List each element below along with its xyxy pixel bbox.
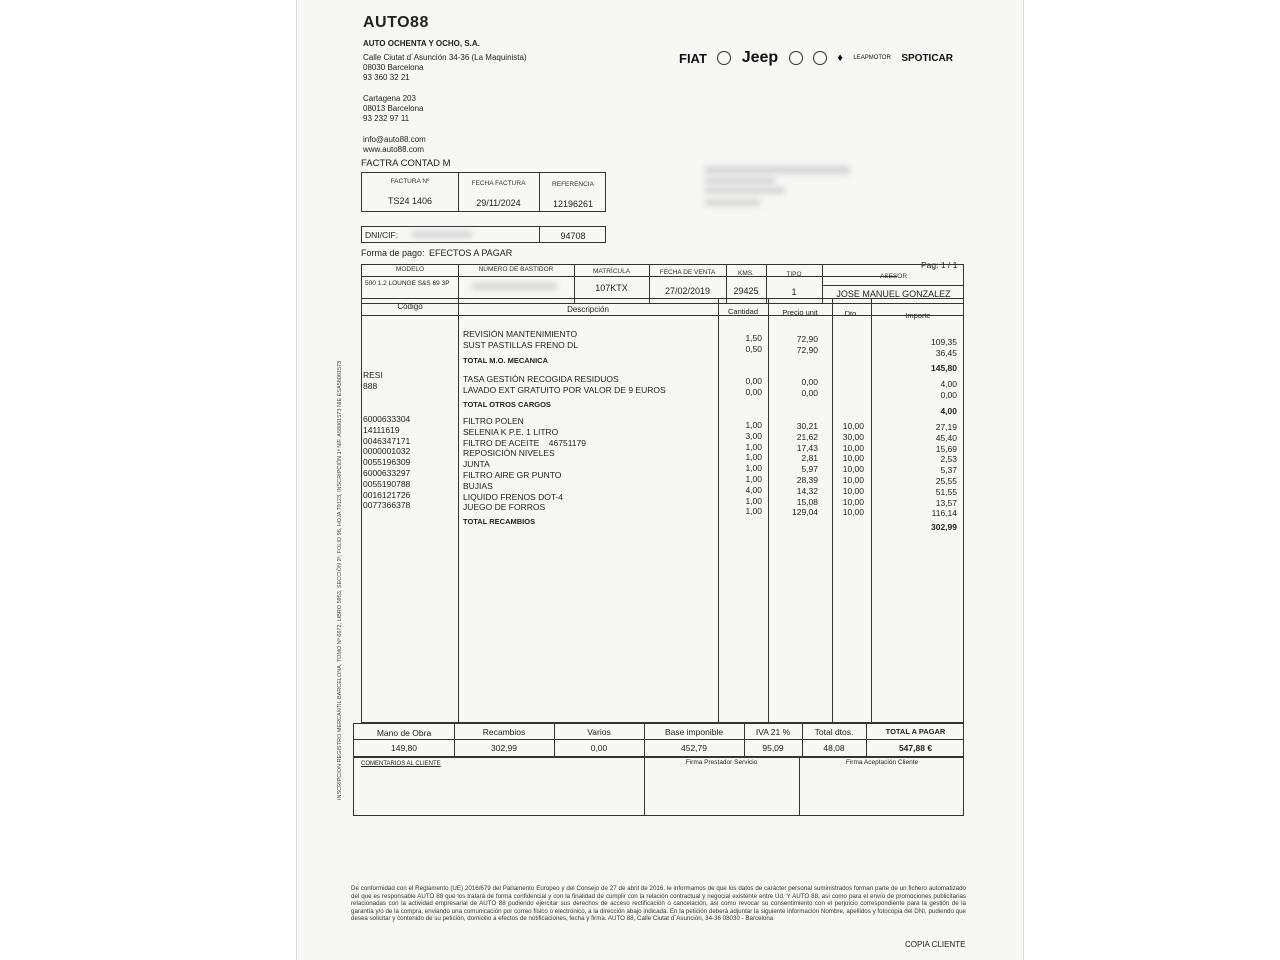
line-unit-price: 0,00 (801, 377, 818, 387)
invoice-number: TS24 1406 (387, 196, 433, 206)
line-description: BUJIAS (463, 480, 493, 491)
mo-quantities (717, 333, 762, 355)
line-unit-price: 30,21 (796, 421, 818, 431)
brand-fiat: FIAT (679, 50, 707, 66)
line-description: JUNTA (463, 459, 490, 470)
mo-amounts (897, 337, 957, 359)
line-quantity: 4,00 (745, 484, 762, 495)
address1-line2: 08030 Barcelona (363, 63, 424, 72)
recambios-discounts (819, 421, 864, 518)
line-discount: 10,00 (842, 453, 864, 464)
invoice-date-label: FECHA FACTURA (471, 180, 526, 187)
provider-signature-label: Firma Prestador Servicio (685, 759, 758, 766)
line-unit-price: 2,81 (801, 453, 818, 464)
address2-line1: Cartagena 203 (363, 94, 416, 103)
reference-label: REFERENCIA (552, 181, 594, 188)
line-quantity: 3,00 (745, 430, 762, 441)
line-amount: 5,37 (940, 465, 957, 476)
line-amount: 0,00 (940, 389, 957, 400)
line-unit-price: 72,90 (796, 344, 818, 355)
line-description: LAVADO EXT GRATUITO POR VALOR DE 9 EUROS (463, 384, 666, 395)
line-amount: 15,69 (935, 443, 957, 454)
line-unit-price: 5,97 (801, 464, 818, 475)
line-quantity: 1,00 (745, 441, 762, 452)
payment-method: EFECTOS A PAGAR (429, 248, 513, 258)
mo-descriptions (463, 329, 578, 351)
phone1: 93 360 32 21 (363, 73, 410, 82)
line-quantity: 0,00 (745, 386, 762, 397)
mo-total: 145,80 (931, 363, 957, 373)
address2-line2: 08013 Barcelona (363, 104, 424, 113)
line-amount: 51,55 (935, 486, 957, 497)
line-quantity: 0,50 (745, 343, 762, 354)
col-amount: Importe (905, 311, 931, 320)
line-unit-price: 72,90 (796, 334, 818, 344)
signature-box (353, 757, 964, 816)
vehicle-type: 1 (791, 287, 797, 297)
address1-line1: Calle Ciutat d´Asunción 34-36 (La Maquinista) (363, 53, 527, 62)
line-discount: 10,00 (842, 474, 864, 485)
vat-label: IVA 21 % (755, 727, 791, 737)
col-quantity: Cantidad (727, 307, 759, 316)
plate-label: MATRÍCULA (592, 268, 631, 275)
items-table (361, 298, 964, 723)
otros-descriptions (463, 374, 666, 396)
sale-date-label: FECHA DE VENTA (659, 269, 716, 276)
line-amount: 36,45 (935, 347, 957, 358)
line-unit-price: 14,32 (796, 485, 818, 496)
line-unit-price: 21,62 (796, 431, 818, 442)
labor-total: 149,80 (391, 743, 417, 753)
labor-label: Mano de Obra (376, 728, 432, 738)
line-code: RESI (363, 370, 383, 380)
line-amount: 2,53 (940, 454, 957, 465)
vin-label: NÚMERO DE BASTIDOR (478, 266, 554, 273)
line-description: SUST PASTILLAS FRENO DL (463, 339, 578, 350)
line-amount: 25,55 (935, 475, 957, 486)
line-amount: 45,40 (935, 432, 957, 443)
line-discount: 10,00 (842, 464, 864, 475)
line-code: 0055196309 (363, 457, 411, 468)
tax-base-label: Base imponible (664, 727, 724, 737)
otros-amounts (897, 379, 957, 401)
otros-quantities (717, 376, 762, 398)
recambios-codes (363, 414, 410, 511)
payment-method-label: Forma de pago: (361, 248, 425, 258)
company-name: AUTO OCHENTA Y OCHO, S.A. (363, 39, 480, 48)
line-unit-price: 15,08 (796, 496, 818, 507)
line-code: 0000001032 (363, 446, 411, 457)
parts-label: Recambios (482, 727, 526, 737)
line-description: FILTRO POLEN (463, 416, 524, 426)
line-code: 6000633297 (363, 467, 411, 478)
vehicle-model: 500 1.2 LOUNGE S&S 69 3P (365, 280, 450, 287)
document-type: FACTRA CONTAD M (361, 158, 451, 169)
page-number: Pag: 1 / 1 (921, 260, 958, 270)
brand-logos (679, 46, 953, 70)
line-unit-price: 129,04 (792, 507, 818, 518)
line-description: REVISIÓN MANTENIMIENTO (463, 329, 578, 339)
discounts-label: Total dtos. (814, 727, 854, 737)
company-web: www.auto88.com (363, 145, 424, 154)
line-description: FILTRO AIRE GR PUNTO (463, 469, 562, 480)
company-logo: AUTO88 (363, 14, 429, 31)
line-code: 888 (363, 380, 378, 391)
discounts-total: 48,08 (823, 743, 845, 753)
line-discount: 10,00 (842, 485, 864, 496)
customer-copy-label: COPIA CLIENTE (905, 940, 966, 949)
type-label: TIPO (786, 271, 802, 278)
line-code: 0046347171 (363, 435, 411, 446)
vehicle-sale-date: 27/02/2019 (664, 286, 711, 296)
otros-codes (363, 370, 383, 392)
line-description: TASA GESTIÓN RECOGIDA RESIDUOS (463, 374, 619, 384)
recambios-quantities (717, 420, 762, 517)
total-due-label: TOTAL A PAGAR (885, 727, 946, 736)
privacy-notice: De conformidad con el Reglamento (UE) 2016/679 del Parlamento Europeo y del Consejo de 27 de abril de 2016, le informamos de que los datos de carácter personal suministrados forman parte de un fichero automatizado del que es responsable AUTO 88 que los tratará de forma confidencial y con la finalidad de cumplir con la relación contractual y negocial existente entre Ud. Y AUTO 88, así como para el envío de promociones publicitarias relacionadas con la actividad empresarial de AUTO 88 pudiendo ejercitar sus derechos de acceso rectificación o cancelación, así como revocar su consentimiento con el perjuicio correspondiente para la gestión de la garantía y/o de la compra, enviando una comunicación por correo físico o electrónico, a la dirección abajo indicada. En la petición deberá adjuntar la siguiente información Nombre, apellidos y fotocopia del DNI, pudiendo que desea solicitar y contenido de su petición, domicilio a efectos de notificaciones, fecha y firma. AUTO 88, Calle Ciutat d´Asunción, 34-36 08030 - Barcelona (351, 885, 966, 923)
line-quantity: 1,00 (745, 420, 762, 430)
phone2: 93 232 97 11 (363, 114, 410, 123)
dni-label: DNI/CIF: (365, 230, 399, 240)
line-code: 0077366378 (363, 500, 411, 511)
col-code: Código (397, 302, 423, 311)
misc-total: 0,00 (590, 743, 608, 753)
line-quantity: 1,50 (745, 333, 762, 343)
line-code: 0055190788 (363, 478, 411, 489)
tax-base: 452,79 (681, 743, 707, 753)
recambios-prices (773, 421, 818, 518)
mo-prices (773, 334, 818, 356)
line-quantity: 1,00 (745, 473, 762, 484)
vat-amount: 95,09 (762, 743, 784, 753)
line-quantity: 0,00 (745, 376, 762, 386)
totals-box (353, 723, 964, 757)
reference: 12196261 (552, 199, 594, 209)
recambios-total-label: TOTAL RECAMBIOS (463, 517, 536, 526)
invoice-number-label: FACTURA Nº (390, 178, 430, 185)
dni-code: 94708 (560, 231, 586, 241)
abarth-logo-icon (717, 51, 731, 65)
total-due: 547,88 € (898, 743, 933, 753)
line-unit-price: 28,39 (796, 474, 818, 485)
vehicle-kms: 29425 (733, 286, 759, 296)
vehicle-advisor: JOSE MANUEL GONZALEZ (836, 289, 951, 299)
line-quantity: 1,00 (745, 495, 762, 506)
model-label: MODELO (395, 266, 425, 273)
advisor-label: ASESOR (879, 273, 908, 280)
line-description: FILTRO DE ACEITE 46751179 (463, 437, 586, 448)
line-description: LIQUIDO FRENOS DOT-4 (463, 491, 564, 502)
dni-box (361, 226, 606, 243)
invoice-date: 29/11/2024 (476, 198, 521, 208)
col-discount: Dto. (844, 309, 859, 318)
line-discount: 10,00 (842, 507, 864, 518)
ds-logo-icon: ♦ (837, 52, 843, 64)
customer-comments-label: COMENTARIOS AL CLIENTE (361, 761, 441, 767)
col-unit-price: Precio unit (782, 308, 818, 317)
vehicle-plate: 107KTX (595, 283, 628, 293)
company-email: info@auto88.com (363, 135, 426, 144)
line-discount: 10,00 (842, 442, 864, 453)
recambios-descriptions (463, 416, 586, 513)
line-amount: 116,14 (931, 508, 957, 519)
line-discount: 10,00 (842, 421, 864, 431)
line-amount: 4,00 (940, 379, 957, 389)
otros-total: 4,00 (940, 406, 957, 416)
opel-logo-icon (789, 51, 803, 65)
line-quantity: 1,00 (745, 452, 762, 463)
brand-jeep: Jeep (741, 49, 779, 66)
recambios-total: 302,99 (931, 522, 957, 532)
line-amount: 27,19 (935, 422, 957, 432)
line-description: SELENIA K P.E. 1 LITRO (463, 426, 559, 437)
col-description: Descripción (567, 305, 609, 314)
line-code: 0016121726 (363, 489, 411, 500)
kms-label: KMS. (738, 270, 754, 277)
registry-info: INSCRIPCION REGISTRO MERCANTIL BARCELONA, TOMO Nº 6672, LIBRO 5953, SECCIÓN 2ª, FOLIO 96, HOJA 79123, INSCRIPCIÓN 1ª NIF. A58061573 NIE ESA58061573 (337, 360, 343, 800)
otros-prices (773, 377, 818, 399)
brand-leapmotor: LEAPMOTOR (853, 55, 891, 61)
invoice-paper (296, 0, 1024, 960)
recambios-amounts (897, 422, 957, 519)
otros-total-label: TOTAL OTROS CARGOS (463, 400, 551, 409)
line-unit-price: 0,00 (801, 387, 818, 398)
line-amount: 109,35 (931, 337, 957, 347)
brand-spoticar: SPOTICAR (901, 52, 953, 64)
line-quantity: 1,00 (745, 506, 762, 517)
line-discount: 10,00 (842, 496, 864, 507)
customer-signature-label: Firma Aceptación Cliente (845, 759, 919, 766)
line-unit-price: 17,43 (796, 442, 818, 453)
line-code: 14111619 (363, 424, 400, 435)
line-quantity: 1,00 (745, 463, 762, 474)
parts-total: 302,99 (491, 743, 517, 753)
alfa-romeo-logo-icon (813, 51, 827, 65)
line-amount: 13,57 (935, 497, 957, 508)
invoice-box (361, 172, 606, 212)
line-description: REPOSICIÓN NIVELES (463, 448, 555, 459)
mo-total-label: TOTAL M.O. MECANICA (463, 356, 548, 365)
line-discount: 30,00 (842, 431, 864, 442)
line-code: 6000633304 (363, 414, 411, 424)
line-description: JUEGO DE FORROS (463, 502, 546, 513)
misc-label: Varios (587, 727, 611, 737)
